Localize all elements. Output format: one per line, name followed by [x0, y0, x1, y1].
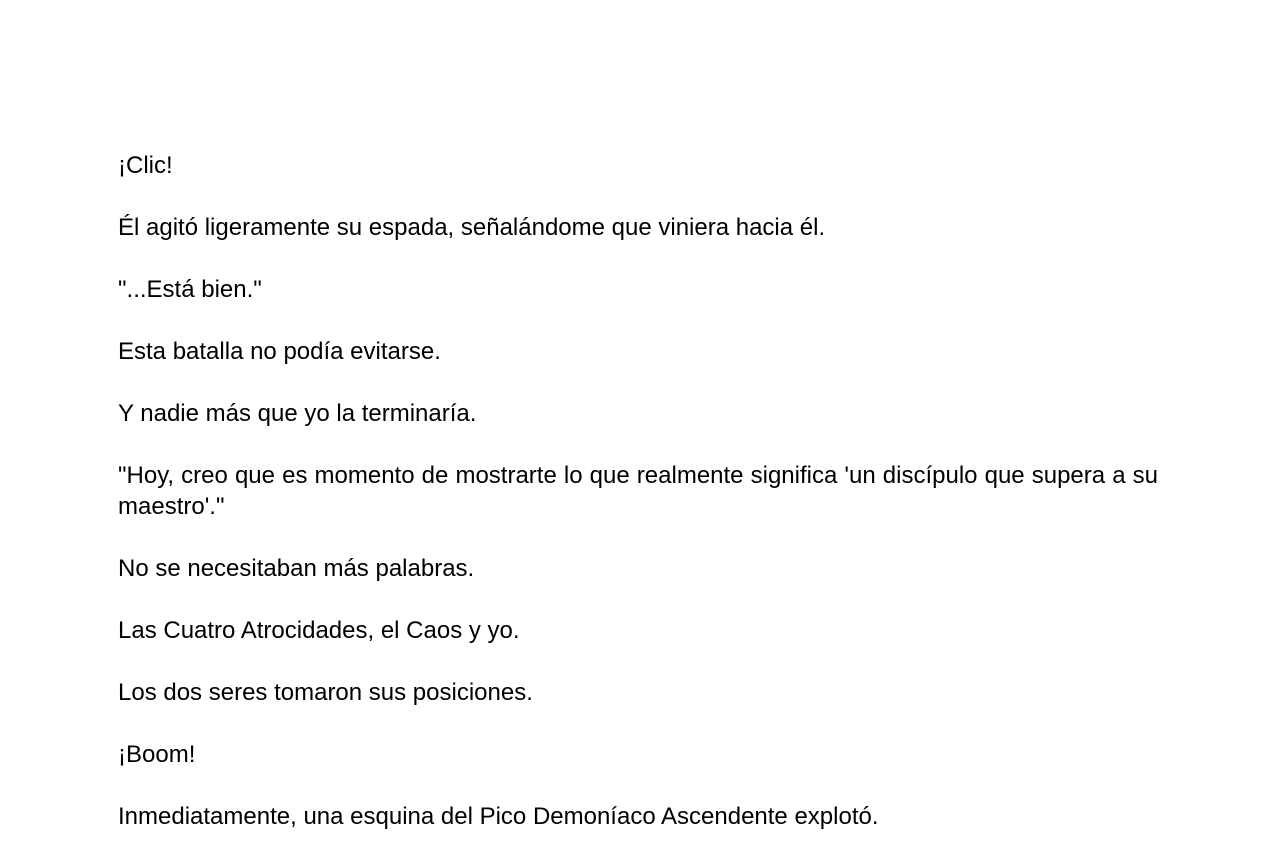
paragraph: ¡Clic!	[118, 152, 173, 179]
paragraph: Las Cuatro Atrocidades, el Caos y yo.	[118, 617, 520, 644]
paragraph: "Hoy, creo que es momento de mostrarte lo que realmente significa 'un discípulo que supera a su maestro'."	[118, 462, 1158, 520]
paragraph: Él agitó ligeramente su espada, señalándome que viniera hacia él.	[118, 214, 826, 241]
paragraph: ¡Boom!	[118, 741, 196, 768]
document-body	[118, 150, 1158, 863]
paragraph: Y nadie más que yo la terminaría.	[118, 400, 477, 427]
paragraph: Esta batalla no podía evitarse.	[118, 338, 441, 365]
paragraph: "...Está bien."	[118, 276, 262, 303]
paragraph: No se necesitaban más palabras.	[118, 555, 475, 582]
paragraph: Los dos seres tomaron sus posiciones.	[118, 679, 533, 706]
paragraph: Inmediatamente, una esquina del Pico Demoníaco Ascendente explotó.	[118, 803, 879, 830]
